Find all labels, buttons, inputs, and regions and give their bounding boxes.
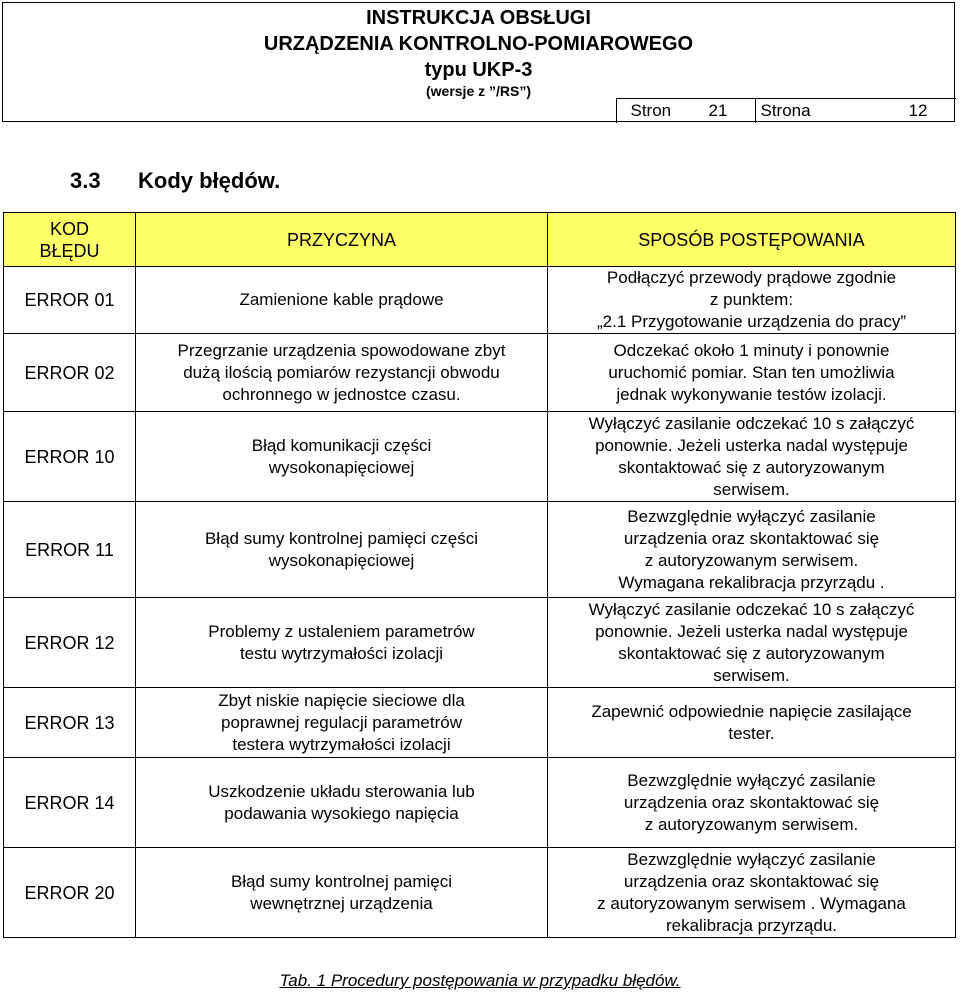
error-action-line: rekalibracja przyrządu. (665, 915, 837, 935)
error-cause (136, 502, 548, 598)
error-action-line: z autoryzowanym serwisem. (644, 814, 859, 834)
table-row (4, 758, 956, 848)
error-action-line: z punktem: (709, 290, 794, 309)
error-action (548, 267, 956, 334)
error-cause-line: testu wytrzymałości izolacji (239, 643, 444, 663)
error-cause-line: Błąd sumy kontrolnej pamięci części (204, 528, 479, 548)
error-action-line: z autoryzowanym serwisem . Wymagana (597, 893, 906, 913)
error-code: ERROR 12 (4, 598, 136, 688)
column-header-code-line1: KOD (49, 218, 89, 239)
error-code: ERROR 10 (4, 412, 136, 502)
table-row (4, 688, 956, 758)
error-cause-line: Zbyt niskie napięcie sieciowe dla (218, 690, 465, 710)
page-info-divider (755, 99, 756, 123)
error-action (548, 598, 956, 688)
column-header-code (4, 213, 136, 267)
error-cause-line: wysokonapięciowej (268, 457, 415, 477)
error-code: ERROR 11 (4, 502, 136, 598)
error-cause-line: ochronnego w jednostce czasu. (222, 384, 461, 404)
error-action-line: Wymagana rekalibracja przyrządu . (618, 572, 885, 592)
error-code: ERROR 02 (4, 334, 136, 412)
column-header-cause: PRZYCZYNA (136, 213, 548, 267)
error-cause (136, 334, 548, 412)
error-action-line: Wyłączyć zasilanie odczekać 10 s załączyć (588, 599, 915, 619)
error-action-line: jednak wykonywanie testów izolacji. (616, 384, 887, 404)
column-header-action: SPOSÓB POSTĘPOWANIA (548, 213, 956, 267)
error-code: ERROR 20 (4, 848, 136, 938)
error-action-line: Bezwzględnie wyłączyć zasilanie (627, 770, 876, 790)
section-title: Kody błędów. (138, 168, 281, 193)
pages-total: 21 (708, 101, 728, 120)
error-action-line: serwisem. (713, 665, 790, 685)
error-code: ERROR 14 (4, 758, 136, 848)
table-row (4, 502, 956, 598)
error-action-line: skontaktować się z autoryzowanym (618, 643, 885, 663)
error-cause (136, 758, 548, 848)
error-code: ERROR 13 (4, 688, 136, 758)
error-action (548, 502, 956, 598)
error-cause-line: wysokonapięciowej (268, 550, 415, 570)
header-device-name: URZĄDZENIA KONTROLNO-POMIAROWEGO (263, 33, 694, 55)
error-action-line: tester. (728, 723, 775, 743)
section-number: 3.3 (70, 168, 101, 193)
error-action-line: urządzenia oraz skontaktować się (623, 528, 880, 548)
error-action-line: Bezwzględnie wyłączyć zasilanie (627, 506, 876, 526)
error-action-line: skontaktować się z autoryzowanym (618, 457, 885, 477)
error-cause (136, 412, 548, 502)
error-action-line: Wyłączyć zasilanie odczekać 10 s załączyć (588, 413, 915, 433)
table-row (4, 267, 956, 334)
error-cause-line: Błąd komunikacji części (251, 435, 432, 455)
error-cause (136, 598, 548, 688)
table-row (4, 848, 956, 938)
error-action (548, 758, 956, 848)
error-cause-line: podawania wysokiego napięcia (224, 803, 459, 823)
page-label: Strona (760, 101, 811, 120)
error-cause (136, 267, 548, 334)
error-action-line: serwisem. (713, 479, 790, 499)
error-cause-line: Uszkodzenie układu sterowania lub (208, 781, 475, 801)
error-cause-line: poprawnej regulacji parametrów (221, 712, 462, 732)
header-version: (wersje z ”/RS”) (425, 83, 532, 99)
error-cause (136, 848, 548, 938)
error-cause-line: Problemy z ustaleniem parametrów (208, 621, 475, 641)
table-row (4, 412, 956, 502)
error-action-line: „2.1 Przygotowanie urządzenia do pracy” (597, 312, 906, 331)
page-number: 12 (908, 101, 928, 120)
error-action-line: ponownie. Jeżeli usterka nadal występuje (595, 621, 908, 641)
error-cause-line: testera wytrzymałości izolacji (232, 734, 451, 754)
pages-label: Stron (630, 101, 672, 120)
error-action (548, 848, 956, 938)
error-action-line: urządzenia oraz skontaktować się (623, 792, 880, 812)
error-action-line: Podłączyć przewody prądowe zgodnie (606, 268, 897, 287)
error-action-line: z autoryzowanym serwisem. (644, 550, 859, 570)
table-row (4, 334, 956, 412)
error-action-line: Odczekać około 1 minuty i ponownie (613, 340, 890, 360)
error-cause (136, 688, 548, 758)
column-header-code-line2: BŁĘDU (39, 240, 100, 261)
error-action-line: ponownie. Jeżeli usterka nadal występuje (595, 435, 908, 455)
table-caption: Tab. 1 Procedury postępowania w przypadku błędów. (279, 971, 681, 990)
error-action (548, 334, 956, 412)
header-device-type: typu UKP-3 (424, 59, 533, 81)
error-action (548, 412, 956, 502)
error-action-line: Zapewnić odpowiednie napięcie zasilające (591, 701, 912, 721)
error-action-line: uruchomić pomiar. Stan ten umożliwia (608, 362, 895, 382)
error-code: ERROR 01 (4, 267, 136, 334)
error-action (548, 688, 956, 758)
error-action-line: urządzenia oraz skontaktować się (623, 871, 880, 891)
error-cause-line: Zamienione kable prądowe (239, 290, 444, 309)
document-header (2, 2, 955, 122)
header-title: INSTRUKCJA OBSŁUGI (366, 7, 591, 29)
error-cause-line: dużą ilością pomiarów rezystancji obwodu (183, 362, 500, 382)
error-codes-table (3, 212, 956, 938)
table-row (4, 598, 956, 688)
error-cause-line: Błąd sumy kontrolnej pamięci (230, 871, 453, 891)
error-cause-line: wewnętrznej urządzenia (250, 893, 433, 913)
page-info (616, 98, 956, 123)
error-action-line: Bezwzględnie wyłączyć zasilanie (627, 849, 876, 869)
error-cause-line: Przegrzanie urządzenia spowodowane zbyt (177, 340, 506, 360)
